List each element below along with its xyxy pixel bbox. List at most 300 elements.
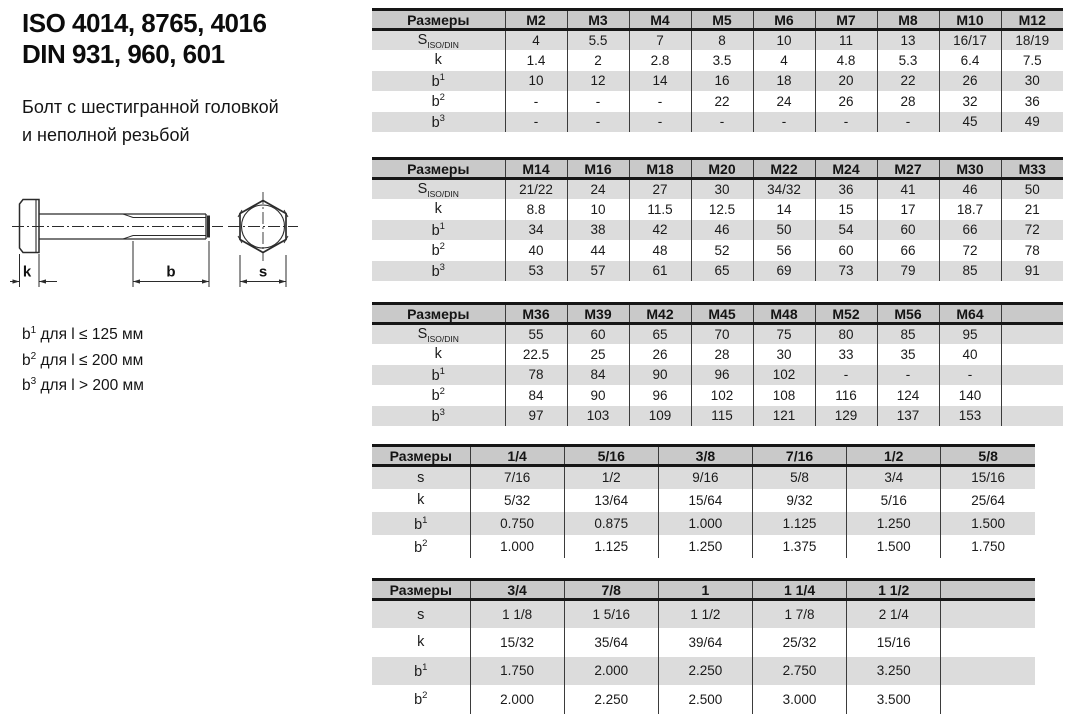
value-cell: 102 [691, 385, 753, 406]
value-cell: 1.125 [752, 512, 846, 535]
value-cell: 35/64 [564, 628, 658, 657]
value-cell: 45 [939, 112, 1001, 133]
row-label: k [417, 492, 425, 509]
dimensions-table-inch-threequarters-to-oneandhalf [372, 578, 1035, 714]
value-cell: 27 [629, 179, 691, 200]
value-cell: 14 [753, 199, 815, 220]
row-label: $b^1$ [372, 220, 505, 241]
column-header: M52 [815, 304, 877, 324]
value-cell: 4.8 [815, 50, 877, 71]
title-iso-standards: ISO 4014, 8765, 4016 [22, 8, 267, 38]
value-cell: 65 [691, 261, 753, 282]
column-header: M18 [629, 159, 691, 179]
value-cell: 97 [505, 406, 567, 427]
value-cell: 14 [629, 71, 691, 92]
dimensions-table-metric-m14-m33 [372, 157, 1063, 281]
value-cell: 2.8 [629, 50, 691, 71]
column-header: M4 [629, 10, 691, 30]
row-label: $S_{ISO/DIN}$ [372, 30, 505, 51]
column-header: M20 [691, 159, 753, 179]
value-cell: - [877, 112, 939, 133]
row-label: $b^2$ [431, 386, 445, 405]
value-cell: 15/32 [470, 628, 564, 657]
value-cell: 49 [1001, 112, 1063, 133]
value-cell: - [815, 112, 877, 133]
value-cell: 1.250 [658, 535, 752, 558]
value-cell: 30 [691, 179, 753, 200]
table-row [372, 600, 1035, 629]
value-cell: 116 [815, 385, 877, 406]
value-cell: 2.250 [564, 685, 658, 714]
value-cell [941, 600, 1035, 629]
column-header [941, 580, 1035, 600]
row-label: $b^3$ [372, 406, 505, 427]
value-cell [1001, 365, 1063, 386]
value-cell: 124 [877, 385, 939, 406]
value-cell: 1.125 [564, 535, 658, 558]
note-b3-text: для l > 200 мм [36, 377, 144, 395]
value-cell: 153 [939, 406, 1001, 427]
value-cell: 3.250 [847, 657, 941, 686]
value-cell: 15/16 [847, 628, 941, 657]
title-din-standards: DIN 931, 960, 601 [22, 39, 225, 69]
value-cell: - [815, 365, 877, 386]
value-cell: 1.000 [470, 535, 564, 558]
row-label: k [417, 634, 425, 651]
row-label: $b^1$ [372, 657, 470, 686]
value-cell: 140 [939, 385, 1001, 406]
value-cell: 66 [939, 220, 1001, 241]
value-cell: 3.500 [847, 685, 941, 714]
table-row [372, 628, 1035, 657]
value-cell: 34 [505, 220, 567, 241]
row-label: s [372, 466, 470, 489]
value-cell: 46 [691, 220, 753, 241]
value-cell: 96 [629, 385, 691, 406]
table-row [372, 30, 1063, 51]
value-cell: 60 [815, 240, 877, 261]
column-header: M24 [815, 159, 877, 179]
value-cell: 121 [753, 406, 815, 427]
value-cell: 72 [939, 240, 1001, 261]
value-cell: 1.750 [941, 535, 1035, 558]
bolt-technical-drawing [10, 183, 330, 310]
value-cell: 78 [1001, 240, 1063, 261]
value-cell: 11.5 [629, 199, 691, 220]
value-cell: - [567, 112, 629, 133]
hex-end-view [228, 192, 298, 261]
thread-length-notes [22, 320, 144, 397]
value-cell: 1 7/8 [752, 600, 846, 629]
value-cell: 103 [567, 406, 629, 427]
value-cell: 79 [877, 261, 939, 282]
value-cell: 73 [815, 261, 877, 282]
value-cell: 44 [567, 240, 629, 261]
value-cell: 1.375 [752, 535, 846, 558]
value-cell: 15 [815, 199, 877, 220]
value-cell: 56 [753, 240, 815, 261]
value-cell: 22.5 [505, 344, 567, 365]
value-cell: 7/16 [470, 466, 564, 489]
column-header: M2 [505, 10, 567, 30]
value-cell: 22 [691, 91, 753, 112]
value-cell: 41 [877, 179, 939, 200]
value-cell: 7 [629, 30, 691, 51]
value-cell: 39/64 [658, 628, 752, 657]
column-header: M5 [691, 10, 753, 30]
value-cell: 20 [815, 71, 877, 92]
column-header: M33 [1001, 159, 1063, 179]
value-cell: 50 [1001, 179, 1063, 200]
value-cell [941, 628, 1035, 657]
table-row [372, 489, 1035, 512]
value-cell: 12 [567, 71, 629, 92]
value-cell: 24 [753, 91, 815, 112]
table-row [372, 261, 1063, 282]
page-title [22, 8, 266, 70]
note-b3 [22, 371, 144, 397]
value-cell [1001, 385, 1063, 406]
value-cell: 2.000 [470, 685, 564, 714]
dimensions-table-metric-m2-m12 [372, 8, 1063, 132]
row-label: $b^3$ [372, 261, 505, 282]
row-label: s [372, 600, 470, 629]
column-header: M45 [691, 304, 753, 324]
column-header: 7/8 [564, 580, 658, 600]
table-header-row [372, 304, 1063, 324]
value-cell: 42 [629, 220, 691, 241]
row-label: $b^2$ [431, 241, 445, 260]
table-row [372, 344, 1063, 365]
column-header-sizes: Размеры [372, 580, 470, 600]
dim-label-k: k [22, 263, 32, 281]
value-cell: 50 [753, 220, 815, 241]
table-header-row [372, 446, 1035, 466]
value-cell: 35 [877, 344, 939, 365]
value-cell: 90 [629, 365, 691, 386]
value-cell: 40 [939, 344, 1001, 365]
column-header-sizes: Размеры [372, 159, 505, 179]
value-cell: 84 [505, 385, 567, 406]
value-cell: 13 [877, 30, 939, 51]
table-header-row [372, 159, 1063, 179]
column-header: M12 [1001, 10, 1063, 30]
value-cell: 18.7 [939, 199, 1001, 220]
value-cell: 26 [629, 344, 691, 365]
value-cell: 57 [567, 261, 629, 282]
value-cell: 16 [691, 71, 753, 92]
value-cell: 54 [815, 220, 877, 241]
value-cell: - [753, 112, 815, 133]
value-cell: 7.5 [1001, 50, 1063, 71]
value-cell: 8.8 [505, 199, 567, 220]
column-header: 1 [658, 580, 752, 600]
value-cell: 5.3 [877, 50, 939, 71]
column-header: 7/16 [752, 446, 846, 466]
bolt-side-view [12, 200, 223, 253]
value-cell: - [629, 91, 691, 112]
column-header: M36 [505, 304, 567, 324]
column-header: M6 [753, 10, 815, 30]
value-cell: 17 [877, 199, 939, 220]
dimensions-table-metric-m36-m64 [372, 302, 1063, 426]
value-cell: 30 [753, 344, 815, 365]
value-cell: 3.000 [752, 685, 846, 714]
value-cell: 85 [939, 261, 1001, 282]
dimension-b [133, 241, 209, 287]
value-cell: 1.4 [505, 50, 567, 71]
table-row [372, 406, 1063, 427]
value-cell: 2.500 [658, 685, 752, 714]
table-row [372, 324, 1063, 345]
value-cell: 38 [567, 220, 629, 241]
table-header-row [372, 10, 1063, 30]
column-header: 1 1/2 [847, 580, 941, 600]
value-cell: 1 5/16 [564, 600, 658, 629]
value-cell: 13/64 [564, 489, 658, 512]
value-cell: 52 [691, 240, 753, 261]
column-header: M42 [629, 304, 691, 324]
column-header: M14 [505, 159, 567, 179]
value-cell: 2.750 [752, 657, 846, 686]
value-cell: 4 [753, 50, 815, 71]
value-cell: 5/8 [752, 466, 846, 489]
value-cell: 3.5 [691, 50, 753, 71]
row-label: $b^1$ [372, 365, 505, 386]
value-cell: 0.750 [470, 512, 564, 535]
row-label: $b^2$ [431, 92, 445, 111]
note-b1-text: для l ≤ 125 мм [36, 326, 144, 344]
value-cell: - [505, 112, 567, 133]
value-cell: 80 [815, 324, 877, 345]
value-cell: 66 [877, 240, 939, 261]
value-cell: 1.250 [847, 512, 941, 535]
table-row [372, 365, 1063, 386]
column-header: M22 [753, 159, 815, 179]
value-cell: 21/22 [505, 179, 567, 200]
table-row [372, 220, 1063, 241]
table-row [372, 50, 1063, 71]
value-cell: 9/32 [752, 489, 846, 512]
column-header: M7 [815, 10, 877, 30]
value-cell: 129 [815, 406, 877, 427]
value-cell: 84 [567, 365, 629, 386]
value-cell: 115 [691, 406, 753, 427]
note-b2-text: для l ≤ 200 мм [36, 351, 144, 369]
table-row [372, 179, 1063, 200]
column-header: 5/16 [564, 446, 658, 466]
value-cell: 10 [567, 199, 629, 220]
value-cell: 1 1/8 [470, 600, 564, 629]
column-header-sizes: Размеры [372, 10, 505, 30]
value-cell: 28 [877, 91, 939, 112]
column-header: M39 [567, 304, 629, 324]
column-header: M64 [939, 304, 1001, 324]
column-header: M56 [877, 304, 939, 324]
column-header-sizes: Размеры [372, 446, 470, 466]
value-cell: 25/64 [941, 489, 1035, 512]
value-cell: 61 [629, 261, 691, 282]
value-cell: 2.250 [658, 657, 752, 686]
value-cell: 9/16 [658, 466, 752, 489]
value-cell: 109 [629, 406, 691, 427]
value-cell: 5.5 [567, 30, 629, 51]
value-cell: 25 [567, 344, 629, 365]
value-cell: 60 [877, 220, 939, 241]
value-cell: 30 [1001, 71, 1063, 92]
table-row [372, 685, 1035, 714]
value-cell: 25/32 [752, 628, 846, 657]
row-label: $b^3$ [372, 112, 505, 133]
value-cell: 21 [1001, 199, 1063, 220]
row-label: k [434, 201, 442, 218]
value-cell: 1 1/2 [658, 600, 752, 629]
note-b1-symbol: b [22, 326, 31, 344]
value-cell: 1.500 [847, 535, 941, 558]
value-cell: 32 [939, 91, 1001, 112]
column-header: M8 [877, 10, 939, 30]
value-cell: 2 [567, 50, 629, 71]
note-b2 [22, 346, 144, 372]
value-cell: 46 [939, 179, 1001, 200]
value-cell: 2.000 [564, 657, 658, 686]
column-header: 3/4 [470, 580, 564, 600]
value-cell: 55 [505, 324, 567, 345]
table-row [372, 199, 1063, 220]
value-cell: 5/32 [470, 489, 564, 512]
value-cell: 85 [877, 324, 939, 345]
value-cell: 26 [815, 91, 877, 112]
row-label: k [434, 346, 442, 363]
value-cell: 96 [691, 365, 753, 386]
value-cell: 53 [505, 261, 567, 282]
value-cell: - [691, 112, 753, 133]
note-b1 [22, 320, 144, 346]
value-cell: 137 [877, 406, 939, 427]
value-cell: 15/16 [941, 466, 1035, 489]
row-label: k [434, 52, 442, 69]
column-header-sizes: Размеры [372, 304, 505, 324]
value-cell: 1.750 [470, 657, 564, 686]
dimensions-table-inch-quarter-to-fiveeighths [372, 444, 1035, 558]
value-cell: 5/16 [847, 489, 941, 512]
value-cell: 102 [753, 365, 815, 386]
value-cell: 15/64 [658, 489, 752, 512]
value-cell: 1/2 [564, 466, 658, 489]
value-cell: 6.4 [939, 50, 1001, 71]
dim-label-b: b [166, 263, 176, 281]
value-cell: 78 [505, 365, 567, 386]
value-cell: - [567, 91, 629, 112]
column-header: M10 [939, 10, 1001, 30]
dim-label-s: s [258, 263, 268, 281]
value-cell: 1.000 [658, 512, 752, 535]
column-header [1001, 304, 1063, 324]
column-header: 3/8 [658, 446, 752, 466]
value-cell: - [877, 365, 939, 386]
value-cell: 28 [691, 344, 753, 365]
value-cell: 12.5 [691, 199, 753, 220]
column-header: M16 [567, 159, 629, 179]
value-cell: 4 [505, 30, 567, 51]
table-row [372, 91, 1063, 112]
value-cell: 90 [567, 385, 629, 406]
value-cell: 36 [815, 179, 877, 200]
table-row [372, 657, 1035, 686]
value-cell [941, 657, 1035, 686]
column-header: 5/8 [941, 446, 1035, 466]
product-description [22, 93, 279, 149]
table-row [372, 466, 1035, 489]
column-header: M30 [939, 159, 1001, 179]
value-cell: - [629, 112, 691, 133]
value-cell: 108 [753, 385, 815, 406]
column-header: 1/4 [470, 446, 564, 466]
row-label: $b^1$ [372, 512, 470, 535]
value-cell: 69 [753, 261, 815, 282]
row-label: $S_{ISO/DIN}$ [372, 324, 505, 345]
value-cell: 72 [1001, 220, 1063, 241]
row-label: $b^2$ [414, 690, 428, 709]
note-b2-sup: 2 [30, 350, 37, 362]
value-cell: 33 [815, 344, 877, 365]
value-cell: 11 [815, 30, 877, 51]
value-cell: - [505, 91, 567, 112]
value-cell: 24 [567, 179, 629, 200]
value-cell: 22 [877, 71, 939, 92]
note-b3-symbol: b [22, 377, 31, 395]
value-cell [941, 685, 1035, 714]
value-cell: 36 [1001, 91, 1063, 112]
table-row [372, 240, 1063, 261]
row-label: $b^1$ [372, 71, 505, 92]
value-cell: 65 [629, 324, 691, 345]
table-row [372, 535, 1035, 558]
value-cell: 3/4 [847, 466, 941, 489]
column-header: 1/2 [847, 446, 941, 466]
value-cell: 70 [691, 324, 753, 345]
value-cell: 1.500 [941, 512, 1035, 535]
value-cell: 40 [505, 240, 567, 261]
column-header: M27 [877, 159, 939, 179]
value-cell [1001, 406, 1063, 427]
description-line-1: Болт с шестигранной головкой [22, 97, 279, 117]
table-row [372, 112, 1063, 133]
value-cell [1001, 324, 1063, 345]
table-header-row [372, 580, 1035, 600]
table-row [372, 385, 1063, 406]
row-label: $S_{ISO/DIN}$ [372, 179, 505, 200]
value-cell: 16/17 [939, 30, 1001, 51]
table-row [372, 71, 1063, 92]
note-b2-symbol: b [22, 351, 31, 369]
value-cell: 10 [505, 71, 567, 92]
row-label: $b^2$ [414, 537, 428, 556]
dimension-k [10, 254, 57, 287]
value-cell: 2 1/4 [847, 600, 941, 629]
value-cell: 34/32 [753, 179, 815, 200]
column-header: 1 1/4 [752, 580, 846, 600]
value-cell: 18 [753, 71, 815, 92]
value-cell: 8 [691, 30, 753, 51]
value-cell: 60 [567, 324, 629, 345]
column-header: M3 [567, 10, 629, 30]
value-cell [1001, 344, 1063, 365]
value-cell: 10 [753, 30, 815, 51]
value-cell: 75 [753, 324, 815, 345]
description-line-2: и неполной резьбой [22, 125, 190, 145]
value-cell: - [939, 365, 1001, 386]
